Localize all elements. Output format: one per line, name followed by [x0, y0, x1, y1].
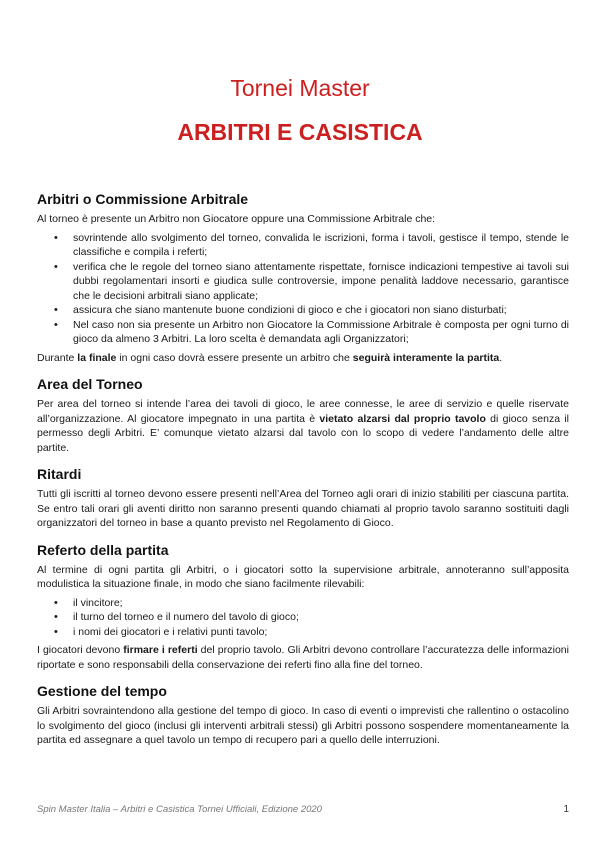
bullet-list — [37, 596, 569, 640]
list-item: • i nomi dei giocatori e i relativi punti tavolo; — [73, 625, 569, 640]
list-item: • sovrintende allo svolgimento del torneo, convalida le iscrizioni, forma i tavoli, gestisce il tempo, stende le classifiche e compila i referti; — [73, 231, 569, 260]
bold-text: vietato alzarsi dal proprio tavolo — [319, 412, 486, 425]
footer-text: Spin Master Italia – Arbitri e Casistica Tornei Ufficiali, Edizione 2020 — [37, 804, 322, 815]
section-ritardi — [37, 465, 569, 531]
page-footer — [37, 804, 569, 815]
document-body — [37, 190, 569, 758]
bold-text: seguirà interamente la partita — [352, 351, 500, 364]
text-run: Durante — [37, 351, 78, 364]
paragraph — [37, 643, 569, 672]
text-run: di gioco senza il permesso degli Arbitri. E’ comunque vietato alzarsi dal tavolo con lo scopo di vedere l’andamento delle altre partite. — [37, 412, 569, 454]
list-item: • assicura che siano mantenute buone condizioni di gioco e che i giocatori non siano disturbati; — [73, 303, 569, 318]
document-subtitle: ARBITRI E CASISTICA — [177, 119, 423, 145]
paragraph: Al torneo è presente un Arbitro non Giocatore oppure una Commissione Arbitrale che: — [37, 213, 436, 225]
section-heading: Gestione del tempo — [37, 683, 167, 699]
list-item: • il vincitore; — [73, 596, 569, 611]
paragraph — [37, 351, 569, 366]
text-run: . — [499, 351, 503, 364]
document-title: Tornei Master — [230, 75, 370, 101]
section-heading: Arbitri o Commissione Arbitrale — [37, 191, 249, 207]
text-run: Per area del torneo si intende l’area dei tavoli di gioco, le aree connesse, le aree di servizio e quelle riservate all’organizzazione. Al giocatore impegnato in una partita è — [37, 398, 569, 425]
bullet-list — [37, 231, 569, 347]
section-heading: Ritardi — [37, 466, 82, 482]
paragraph: Gli Arbitri sovraintendono alla gestione del tempo di gioco. In caso di eventi o imprevisti che rallentino o ostacolino lo svolgimento del gioco (inclusi gli interventi arbitrali stessi) gli Arbitri possono sospendere momentaneamente la partita ed assegnare a quel tavolo un tempo di recupero pari a quello delle interruzioni. — [37, 705, 569, 746]
paragraph — [37, 397, 569, 455]
text-run: del proprio tavolo. Gli Arbitri devono controllare l’accuratezza delle informazioni riportate e sono responsabili della conservazione dei referti fino alla fine del torneo. — [37, 644, 569, 671]
bold-text: la finale — [77, 351, 117, 364]
section-heading: Referto della partita — [37, 541, 169, 558]
page-number: 1 — [563, 804, 569, 815]
list-item: • il turno del torneo e il numero del tavolo di gioco; — [73, 610, 569, 625]
section-tempo — [37, 682, 569, 748]
paragraph: Tutti gli iscritti al torneo devono essere presenti nell’Area del Torneo agli orari di inizio stabiliti per ciascuna partita. Se entro tali orari gli aventi diritto non saranno presenti quando chiamati al proprio tavolo saranno sostituiti dagli organizzatori del torneo in base a quanto previsto nel Regolamento di Gioco. — [37, 488, 569, 529]
section-heading: Area del Torneo — [37, 376, 143, 392]
list-item: • Nel caso non sia presente un Arbitro non Giocatore la Commissione Arbitrale è composta per ogni turno di gioco da almeno 3 Arbitri. La loro scelta è demandata agli Organizzatori; — [73, 318, 569, 347]
bold-text: firmare i referti — [123, 644, 198, 656]
paragraph: Al termine di ogni partita gli Arbitri, o i giocatori sotto la supervisione arbitrale, annoteranno sull’apposita modulistica la situazione finale, in modo che siano facilmente rilevabili: — [37, 563, 569, 590]
text-run: I giocatori devono — [37, 644, 124, 656]
section-referto — [37, 541, 569, 673]
list-item: • verifica che le regole del torneo siano attentamente rispettate, fornisce indicazioni tempestive ai tavoli sui dubbi regolamentari insorti e giudica sulle controversie, impone penalità laddove necessario, garantisce che le decisioni arbitrali siano applicate; — [73, 260, 569, 304]
section-area — [37, 375, 569, 455]
text-run: in ogni caso dovrà essere presente un arbitro che — [116, 351, 353, 364]
section-arbitri — [37, 190, 569, 365]
